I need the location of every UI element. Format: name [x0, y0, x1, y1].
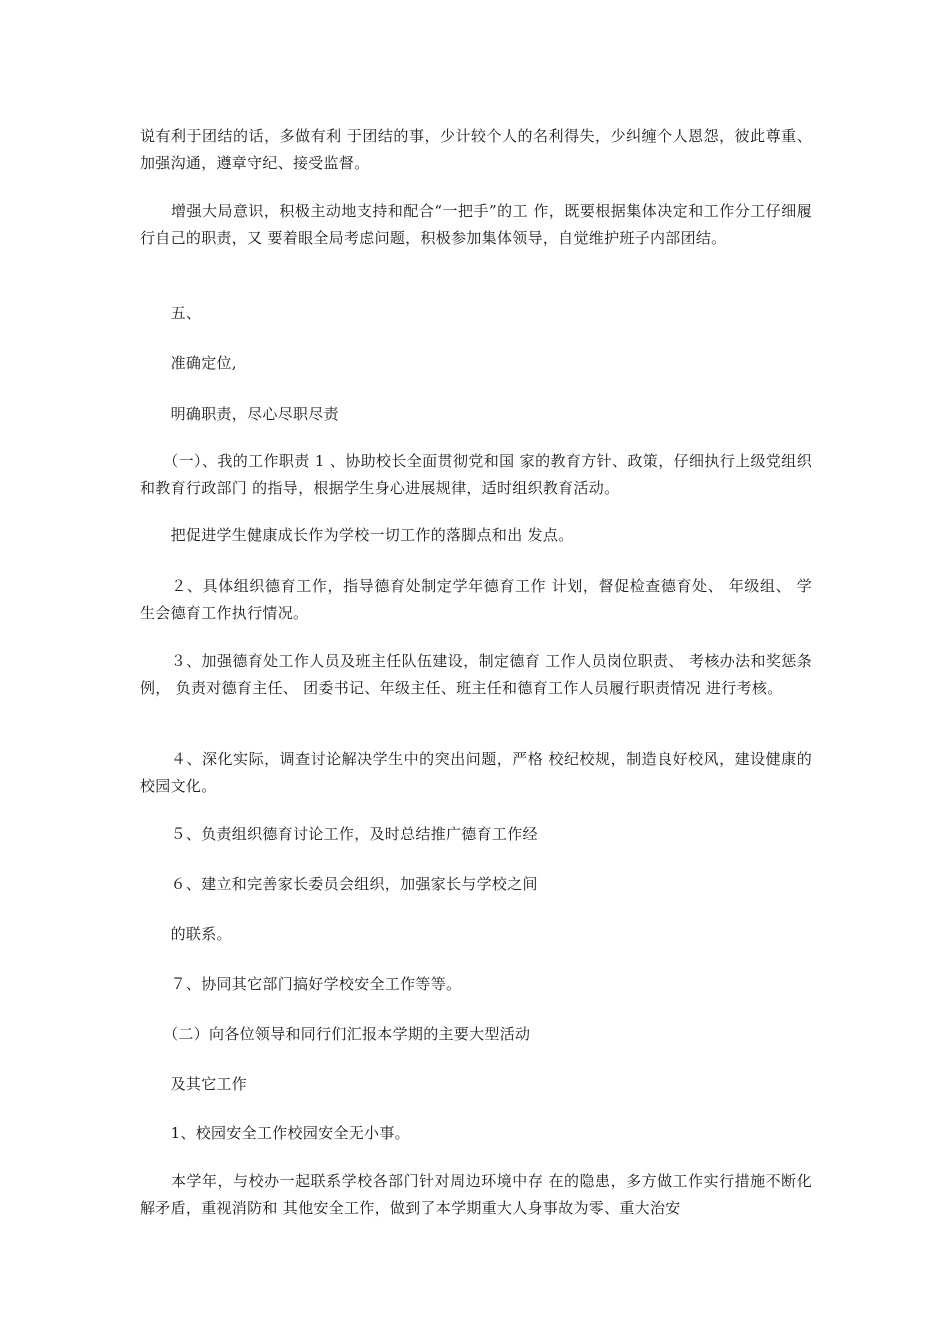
- heading-clear-duties: 明确职责，尽心尽职尽责: [140, 405, 339, 423]
- paragraph-campus-safety: 1、校园安全工作校园安全无小事。: [140, 1124, 410, 1142]
- paragraph-duty-4: ４、深化实际，调查讨论解决学生中的突出问题，严格 校纪校规，制造良好校风，建设健康的校园文化。: [140, 750, 812, 795]
- paragraph-student-growth: 把促进学生健康成长作为学校一切工作的落脚点和出 发点。: [140, 526, 574, 544]
- heading-accurate-positioning: 准确定位,: [140, 354, 237, 372]
- paragraph-liaison: 的联系。: [140, 925, 232, 943]
- section-heading-five: 五、: [140, 304, 202, 322]
- heading-report-activities: （二）向各位领导和同行们汇报本学期的主要大型活动: [140, 1025, 531, 1043]
- paragraph-duty-1: （一）、我的工作职责 1 、协助校长全面贯彻党和国 家的教育方针、政策，仔细执行上级党组织和教育行政部门 的指导，根据学生身心进展规律，适时组织教育活动。: [140, 452, 812, 497]
- paragraph-duty-5: ５、负责组织德育讨论工作，及时总结推广德育工作经: [140, 825, 538, 843]
- paragraph-duty-3: ３、加强德育处工作人员及班主任队伍建设，制定德育 工作人员岗位职责、 考核办法和奖惩条例， 负责对德育主任、 团委书记、年级主任、班主任和德育工作人员履行职责情况 进行考核。: [140, 652, 812, 697]
- paragraph-duty-2: ２、具体组织德育工作，指导德育处制定学年德育工作 计划，督促检查德育处、 年级组、 学生会德育工作执行情况。: [140, 577, 812, 622]
- paragraph-school-year: 本学年，与校办一起联系学校各部门针对周边环境中存 在的隐患，多方做工作实行措施不断化解矛盾，重视消防和 其他安全工作，做到了本学期重大人身事故为零、重大治安: [140, 1172, 812, 1217]
- paragraph-unity: 说有利于团结的话，多做有利 于团结的事，少计较个人的名利得失，少纠缠个人恩怨，彼此尊重、加强沟通，遵章守纪、接受监督。: [140, 127, 812, 172]
- heading-other-work: 及其它工作: [140, 1075, 248, 1093]
- paragraph-overall-view: 增强大局意识，积极主动地支持和配合“一把手”的工 作，既要根据集体决定和工作分工仔细履行自己的职责，又 要着眼全局考虑问题，积极参加集体领导，自觉维护班子内部团结。: [140, 202, 812, 247]
- paragraph-duty-7: ７、协同其它部门搞好学校安全工作等等。: [140, 975, 462, 993]
- paragraph-duty-6: ６、建立和完善家长委员会组织，加强家长与学校之间: [140, 875, 538, 893]
